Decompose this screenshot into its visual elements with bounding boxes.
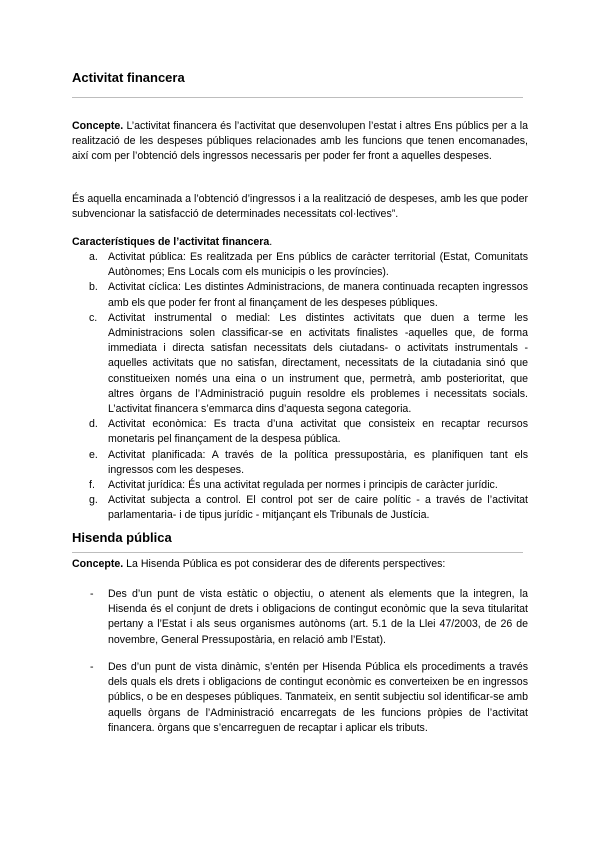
list-item [72, 448, 528, 478]
concept-label: Concepte. [72, 558, 124, 570]
features-heading-text: Característiques de l’activitat financera [72, 236, 270, 248]
section-divider [72, 97, 523, 98]
perspective-list-static [72, 587, 528, 648]
list-item [72, 417, 528, 447]
list-item-text: Des d’un punt de vista estàtic o objectiu, o atenent als elements que la integren, la Hisenda és el conjunt de drets i obligacions de contingut econòmic que la seva titularitat pertany a l’Estat i als seus organismes autònoms (art. 5.1 de la Llei 47/2003, de 26 de novembre, General Pressupostària, en relació amb l’Estat). [108, 588, 528, 646]
list-item-text: Activitat pública: Es realitzada per Ens públics de caràcter territorial (Estat, Comunitats Autònomes; Ens Locals com els municipis o les províncies). [108, 251, 528, 279]
list-item-text: Activitat cíclica: Les distintes Administracions, de manera continuada recapten ingressos amb els que poder fer front al finançament de les despeses públiques. [108, 281, 528, 309]
list-item-text: Activitat subjecta a control. El control pot ser de caire polític - a través de l’activitat parlamentaria- i de tipus jurídic - mitjançant els Tribunals de Justícia. [108, 494, 528, 522]
list-item [72, 478, 528, 493]
list-marker: - [90, 588, 94, 600]
concept-text: La Hisenda Pública es pot considerar des de diferents perspectives: [123, 558, 446, 570]
list-item-text: Activitat planificada: A través de la política pressupostària, es planifiquen tant els ingressos com les despeses. [108, 448, 528, 476]
list-marker: f. [89, 479, 95, 492]
features-heading-suffix: . [269, 236, 273, 248]
list-marker: e. [89, 448, 98, 461]
section-title-activitat-financera: Activitat financera [72, 70, 185, 85]
concept-paragraph [72, 119, 528, 165]
definition-paragraph: És aquella encaminada a l’obtenció d’ingressos i a la realització de despeses, amb les que poder subvencionar la satisfacció de determinades necessitats col·lectives”. [72, 193, 528, 221]
concept-text: L’activitat financera és l’activitat que desenvolupen l’estat i altres Ens públics per a la realització de les despeses públiques relacionades amb les funcions que tenen encomanades, així com per l’obtenció dels ingressos necessaris per poder fer front a aquelles despeses. [72, 120, 528, 163]
list-marker: a. [89, 251, 98, 263]
concept-label: Concepte. [72, 120, 124, 132]
list-item-text: Activitat jurídica: És una activitat regulada per normes i principis de caràcter jurídic. [108, 479, 498, 492]
list-marker: - [90, 661, 94, 673]
list-item-text: Activitat instrumental o medial: Les distintes activitats que duen a terme les Administracions solen classificar-se en activitats finalistes -aquelles que, de forma immediata i directa satisfan necessitats dels ciutadans- o activitats instrumentals -aquelles activitats que no satisfan, directament, necessitats de la ciutadania sinó que constitueixen només una eina o un instrument que, permetrà, amb posterioritat, que altres òrgans de l’Administració puguin resoldre els problemes i necessitats socials. L’activitat financera s’emmarca dins d’aquesta segona categoria. [108, 311, 528, 416]
list-marker: d. [89, 418, 98, 431]
list-marker: c. [89, 311, 98, 324]
features-list [72, 250, 528, 524]
list-item-text: Des d’un punt de vista dinàmic, s’entén per Hisenda Pública els procediments a través dels quals els drets i obligacions de contingut econòmic es converteixen be en ingressos públics, o be en despeses públiques. Tanmateix, en sentit subjectiu sol identificar-se amb aquells òrgans de l’Administració encarregats de les funcions pròpies de l’activitat financera. òrgans que s’encarreguen de recaptar i aplicar els tributs. [108, 661, 528, 734]
section-divider [72, 552, 523, 553]
list-item [72, 660, 528, 736]
list-item [72, 250, 528, 280]
list-item [72, 493, 528, 523]
section-title-hisenda-publica: Hisenda pública [72, 530, 172, 545]
perspective-list-dynamic [72, 660, 528, 736]
hisenda-concept-paragraph [72, 557, 528, 572]
list-marker: b. [89, 281, 98, 294]
features-heading [72, 235, 272, 250]
list-item-text: Activitat econòmica: Es tracta d’una activitat que consisteix en recaptar recursos monetaris pel finançament de la despesa pública. [108, 418, 528, 446]
list-item [72, 311, 528, 417]
list-marker: g. [89, 494, 98, 507]
list-item [72, 280, 528, 310]
list-item [72, 587, 528, 648]
